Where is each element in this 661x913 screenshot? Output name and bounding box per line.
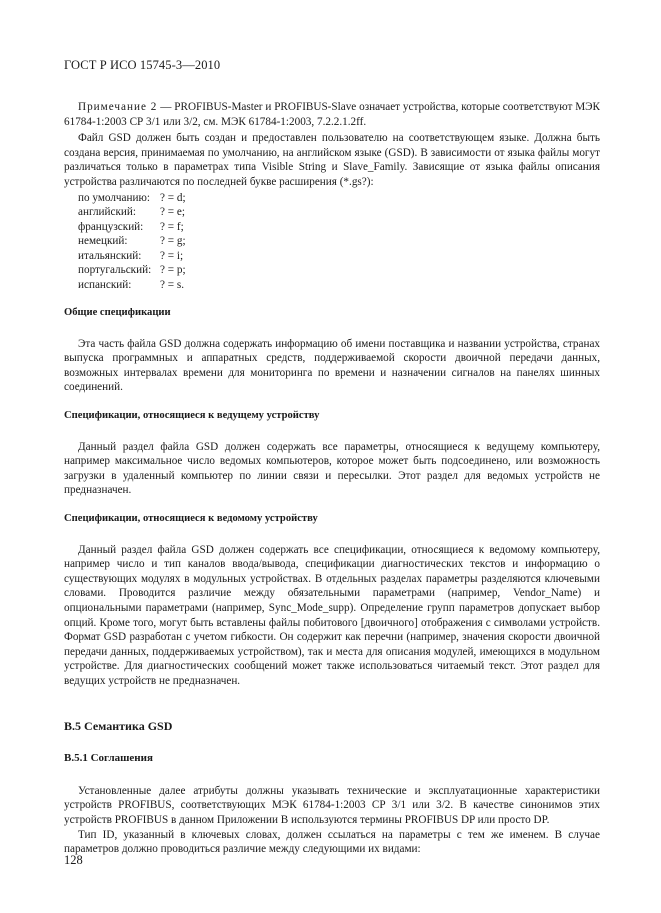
note-paragraph	[64, 100, 600, 129]
general-spec-heading: Общие спецификации	[64, 307, 171, 319]
language-name: английский:	[78, 206, 137, 219]
language-extension-list	[78, 191, 600, 293]
general-spec-paragraph: Эта часть файла GSD должна содержать информацию об имени поставщика и названии устройства, странах выпуска программных и аппаратных средств, поддерживаемой скорости двоичной передачи данных, возможных интервалах времени для мониторинга по времени и назначении сигналов на панелях шинных соединений.	[64, 337, 600, 394]
language-extension: ? = s.	[160, 278, 185, 291]
language-row	[78, 191, 600, 206]
language-name: португальский:	[78, 264, 152, 277]
language-name: итальянский:	[78, 249, 142, 262]
conventions-paragraph-1: Установленные далее атрибуты должны указывать технические и эксплуатационные характеристики устройств PROFIBUS, соответствующих МЭК 61784-1:2003 СР 3/1 или 3/2. В качестве синонимов этих устройств PROFIBUS в данном Приложении В используются термины PROFIBUS DP или просто DP.	[64, 784, 600, 826]
slave-spec-heading: Спецификации, относящиеся к ведомому устройству	[64, 513, 318, 524]
note-text: — PROFIBUS-Master и PROFIBUS-Slave означает устройства, которые соответствуют МЭК 61784-1:2003 СР 3/1 или 3/2, см. МЭК 61784-1:2003, 7.2.2.1.2ff.	[64, 101, 600, 128]
section-heading: В.5 Семантика GSD	[64, 718, 173, 733]
language-row	[78, 249, 600, 264]
language-row	[78, 234, 600, 249]
page-header: ГОСТ Р ИСО 15745-3—2010	[64, 58, 221, 72]
language-name: по умолчанию:	[78, 191, 150, 204]
slave-spec-paragraph: Данный раздел файла GSD должен содержать все спецификации, относящиеся к ведомому компьютеру, например число и тип каналов ввода/вывода, спецификации диагностических текстов и информацию о существующих модулях в модульных устройствах. В отдельных разделах параметры разделяются ключевыми словами. Проводится различие между обязательными параметрами (например, Vendor_Name) и опциональными параметрами (например, Sync_Mode_supp). Определение групп параметров допускает выбор опций. Кроме того, могут быть вставлены файлы побитового [двоичного] отображения с символами устройств. Формат GSD разработан с учетом гибкости. Он содержит как перечни (например, значения скорости двоичной передачи данных, поддерживаемых устройством), так и места для описания модулей, имеющихся в модульном устройстве. Для диагностических сообщений может также использоваться читаемый текст. Этот раздел для ведущих устройств не предназначен.	[64, 543, 600, 687]
language-row	[78, 263, 600, 278]
subsection-heading: В.5.1 Соглашения	[64, 752, 153, 765]
page-content	[64, 100, 600, 857]
language-extension: ? = p;	[160, 264, 186, 277]
language-row	[78, 205, 600, 220]
page-number: 128	[64, 853, 83, 867]
language-extension: ? = f;	[160, 220, 184, 233]
language-row	[78, 220, 600, 235]
language-extension: ? = i;	[160, 249, 184, 262]
language-name: французский:	[78, 220, 144, 233]
language-extension: ? = g;	[160, 235, 186, 248]
language-name: немецкий:	[78, 235, 128, 248]
language-name: испанский:	[78, 278, 132, 291]
language-extension: ? = e;	[160, 206, 185, 219]
note-label: Примечание 2	[78, 101, 158, 113]
intro-paragraph: Файл GSD должен быть создан и предоставлен пользователю на соответствующем языке. Должна быть создана версия, принимаемая по умолчанию, на английском языке (GSD). В зависимости от языка файлы могут различаться только в параметрах типа Visible String и Slave_Family. Зависящие от языка файлы описания устройства различаются по последней букве расширения (*.gs?):	[64, 132, 600, 188]
language-row	[78, 278, 600, 293]
conventions-paragraph-2: Тип ID, указанный в ключевых словах, должен ссылаться на параметры с тем же именем. В случае параметров должно проводиться различие между следующими их видами:	[64, 828, 600, 856]
language-extension: ? = d;	[160, 191, 186, 204]
master-spec-paragraph: Данный раздел файла GSD должен содержать все параметры, относящиеся к ведущему компьютеру, например максимальное число ведомых компьютеров, которое может быть подсоединено, или возможность загрузки в удаленный компьютер по линии связи и пересылки. Этот раздел для ведомых устройств не предназначен.	[64, 440, 600, 497]
master-spec-heading: Спецификации, относящиеся к ведущему устройству	[64, 410, 320, 422]
